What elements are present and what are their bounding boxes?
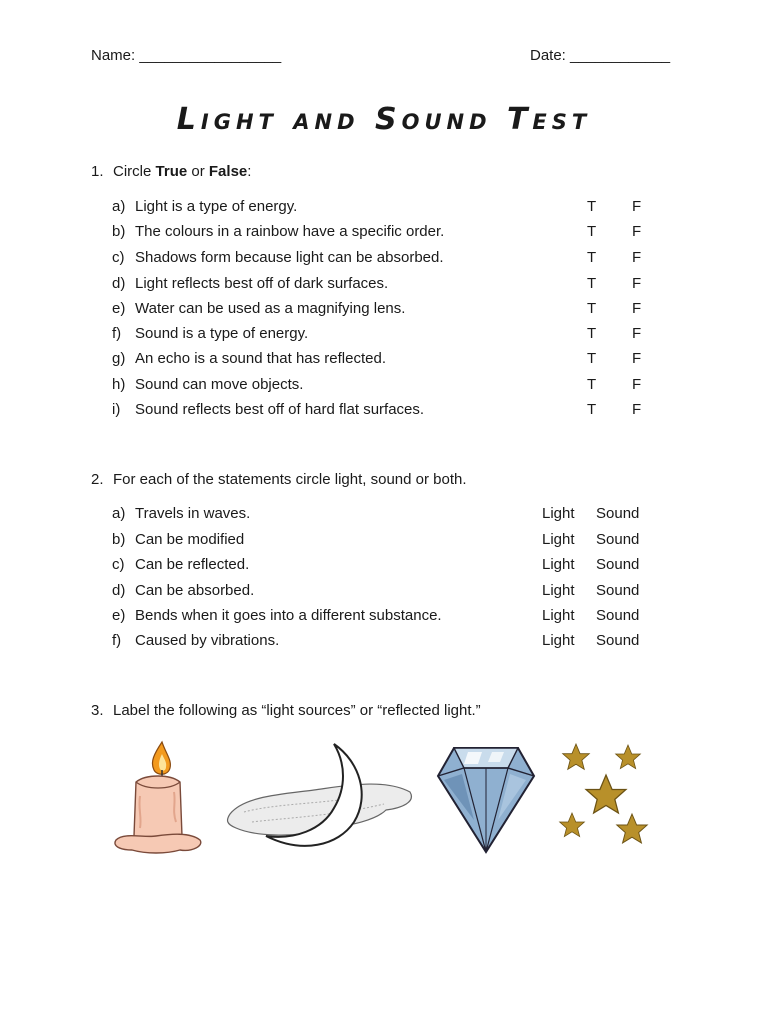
diamond-icon xyxy=(434,740,538,854)
light-option[interactable]: Light xyxy=(542,582,575,599)
item-label: c) xyxy=(112,556,125,573)
false-word: False xyxy=(208,163,248,180)
moon-icon xyxy=(224,738,416,854)
sound-option[interactable]: Sound xyxy=(596,632,640,649)
item-text: Sound is a type of energy. xyxy=(135,325,309,342)
stars-icon xyxy=(556,740,656,852)
light-option[interactable]: Light xyxy=(542,531,575,548)
item-text: Sound reflects best off of hard flat surfaces. xyxy=(135,401,425,418)
question-number: 2. xyxy=(91,471,104,488)
true-option[interactable]: T xyxy=(587,198,597,215)
true-option[interactable]: T xyxy=(587,275,597,292)
item-label: d) xyxy=(112,582,126,599)
item-text: Caused by vibrations. xyxy=(135,632,280,649)
item-text: Shadows form because light can be absorbed. xyxy=(135,249,444,266)
item-label: e) xyxy=(112,607,126,624)
false-option[interactable]: F xyxy=(632,198,642,215)
false-option[interactable]: F xyxy=(632,249,642,266)
item-text: Light is a type of energy. xyxy=(135,198,298,215)
item-text: Light reflects best off of dark surfaces. xyxy=(135,275,389,292)
item-label: d) xyxy=(112,275,126,292)
item-text: An echo is a sound that has reflected. xyxy=(135,350,386,367)
true-option[interactable]: T xyxy=(587,249,597,266)
question-3: 3. Label the following as “light sources” or “reflected light.” xyxy=(91,702,481,719)
light-option[interactable]: Light xyxy=(542,607,575,624)
item-text: Can be absorbed. xyxy=(135,582,255,599)
false-option[interactable]: F xyxy=(632,275,642,292)
item-label: f) xyxy=(112,325,122,342)
item-label: b) xyxy=(112,223,126,240)
light-option[interactable]: Light xyxy=(542,505,575,522)
name-field-label: Name: _________________ xyxy=(91,47,282,64)
item-text: Can be reflected. xyxy=(135,556,250,573)
true-option[interactable]: T xyxy=(587,401,597,418)
true-word: True xyxy=(155,163,188,180)
item-text: Bends when it goes into a different substance. xyxy=(135,607,442,624)
sound-option[interactable]: Sound xyxy=(596,505,640,522)
item-text: Can be modified xyxy=(135,531,245,548)
true-option[interactable]: T xyxy=(587,223,597,240)
item-label: g) xyxy=(112,350,126,367)
item-label: i) xyxy=(112,401,121,418)
question-2: 2. For each of the statements circle light, sound or both. xyxy=(91,471,467,488)
date-field-label: Date: ____________ xyxy=(530,47,671,64)
item-text: Water can be used as a magnifying lens. xyxy=(135,300,406,317)
item-label: f) xyxy=(112,632,122,649)
light-option[interactable]: Light xyxy=(542,632,575,649)
item-label: b) xyxy=(112,531,126,548)
true-option[interactable]: T xyxy=(587,376,597,393)
false-option[interactable]: F xyxy=(632,376,642,393)
true-option[interactable]: T xyxy=(587,350,597,367)
item-text: The colours in a rainbow have a specific order. xyxy=(135,223,445,240)
false-option[interactable]: F xyxy=(632,350,642,367)
sound-option[interactable]: Sound xyxy=(596,582,640,599)
sound-option[interactable]: Sound xyxy=(596,556,640,573)
false-option[interactable]: F xyxy=(632,300,642,317)
item-label: a) xyxy=(112,505,126,522)
true-option[interactable]: T xyxy=(587,300,597,317)
item-text: Sound can move objects. xyxy=(135,376,304,393)
item-label: e) xyxy=(112,300,126,317)
page-title: Light and Sound Test xyxy=(176,102,592,137)
false-option[interactable]: F xyxy=(632,401,642,418)
item-text: Travels in waves. xyxy=(135,505,251,522)
sound-option[interactable]: Sound xyxy=(596,607,640,624)
question-number: 3. xyxy=(91,702,104,719)
item-label: c) xyxy=(112,249,125,266)
false-option[interactable]: F xyxy=(632,325,642,342)
question-number: 1. xyxy=(91,163,104,180)
light-option[interactable]: Light xyxy=(542,556,575,573)
true-option[interactable]: T xyxy=(587,325,597,342)
candle-icon xyxy=(110,740,205,858)
item-label: h) xyxy=(112,376,126,393)
false-option[interactable]: F xyxy=(632,223,642,240)
sound-option[interactable]: Sound xyxy=(596,531,640,548)
item-label: a) xyxy=(112,198,126,215)
question-1: 1. Circle True or False: xyxy=(91,163,252,180)
